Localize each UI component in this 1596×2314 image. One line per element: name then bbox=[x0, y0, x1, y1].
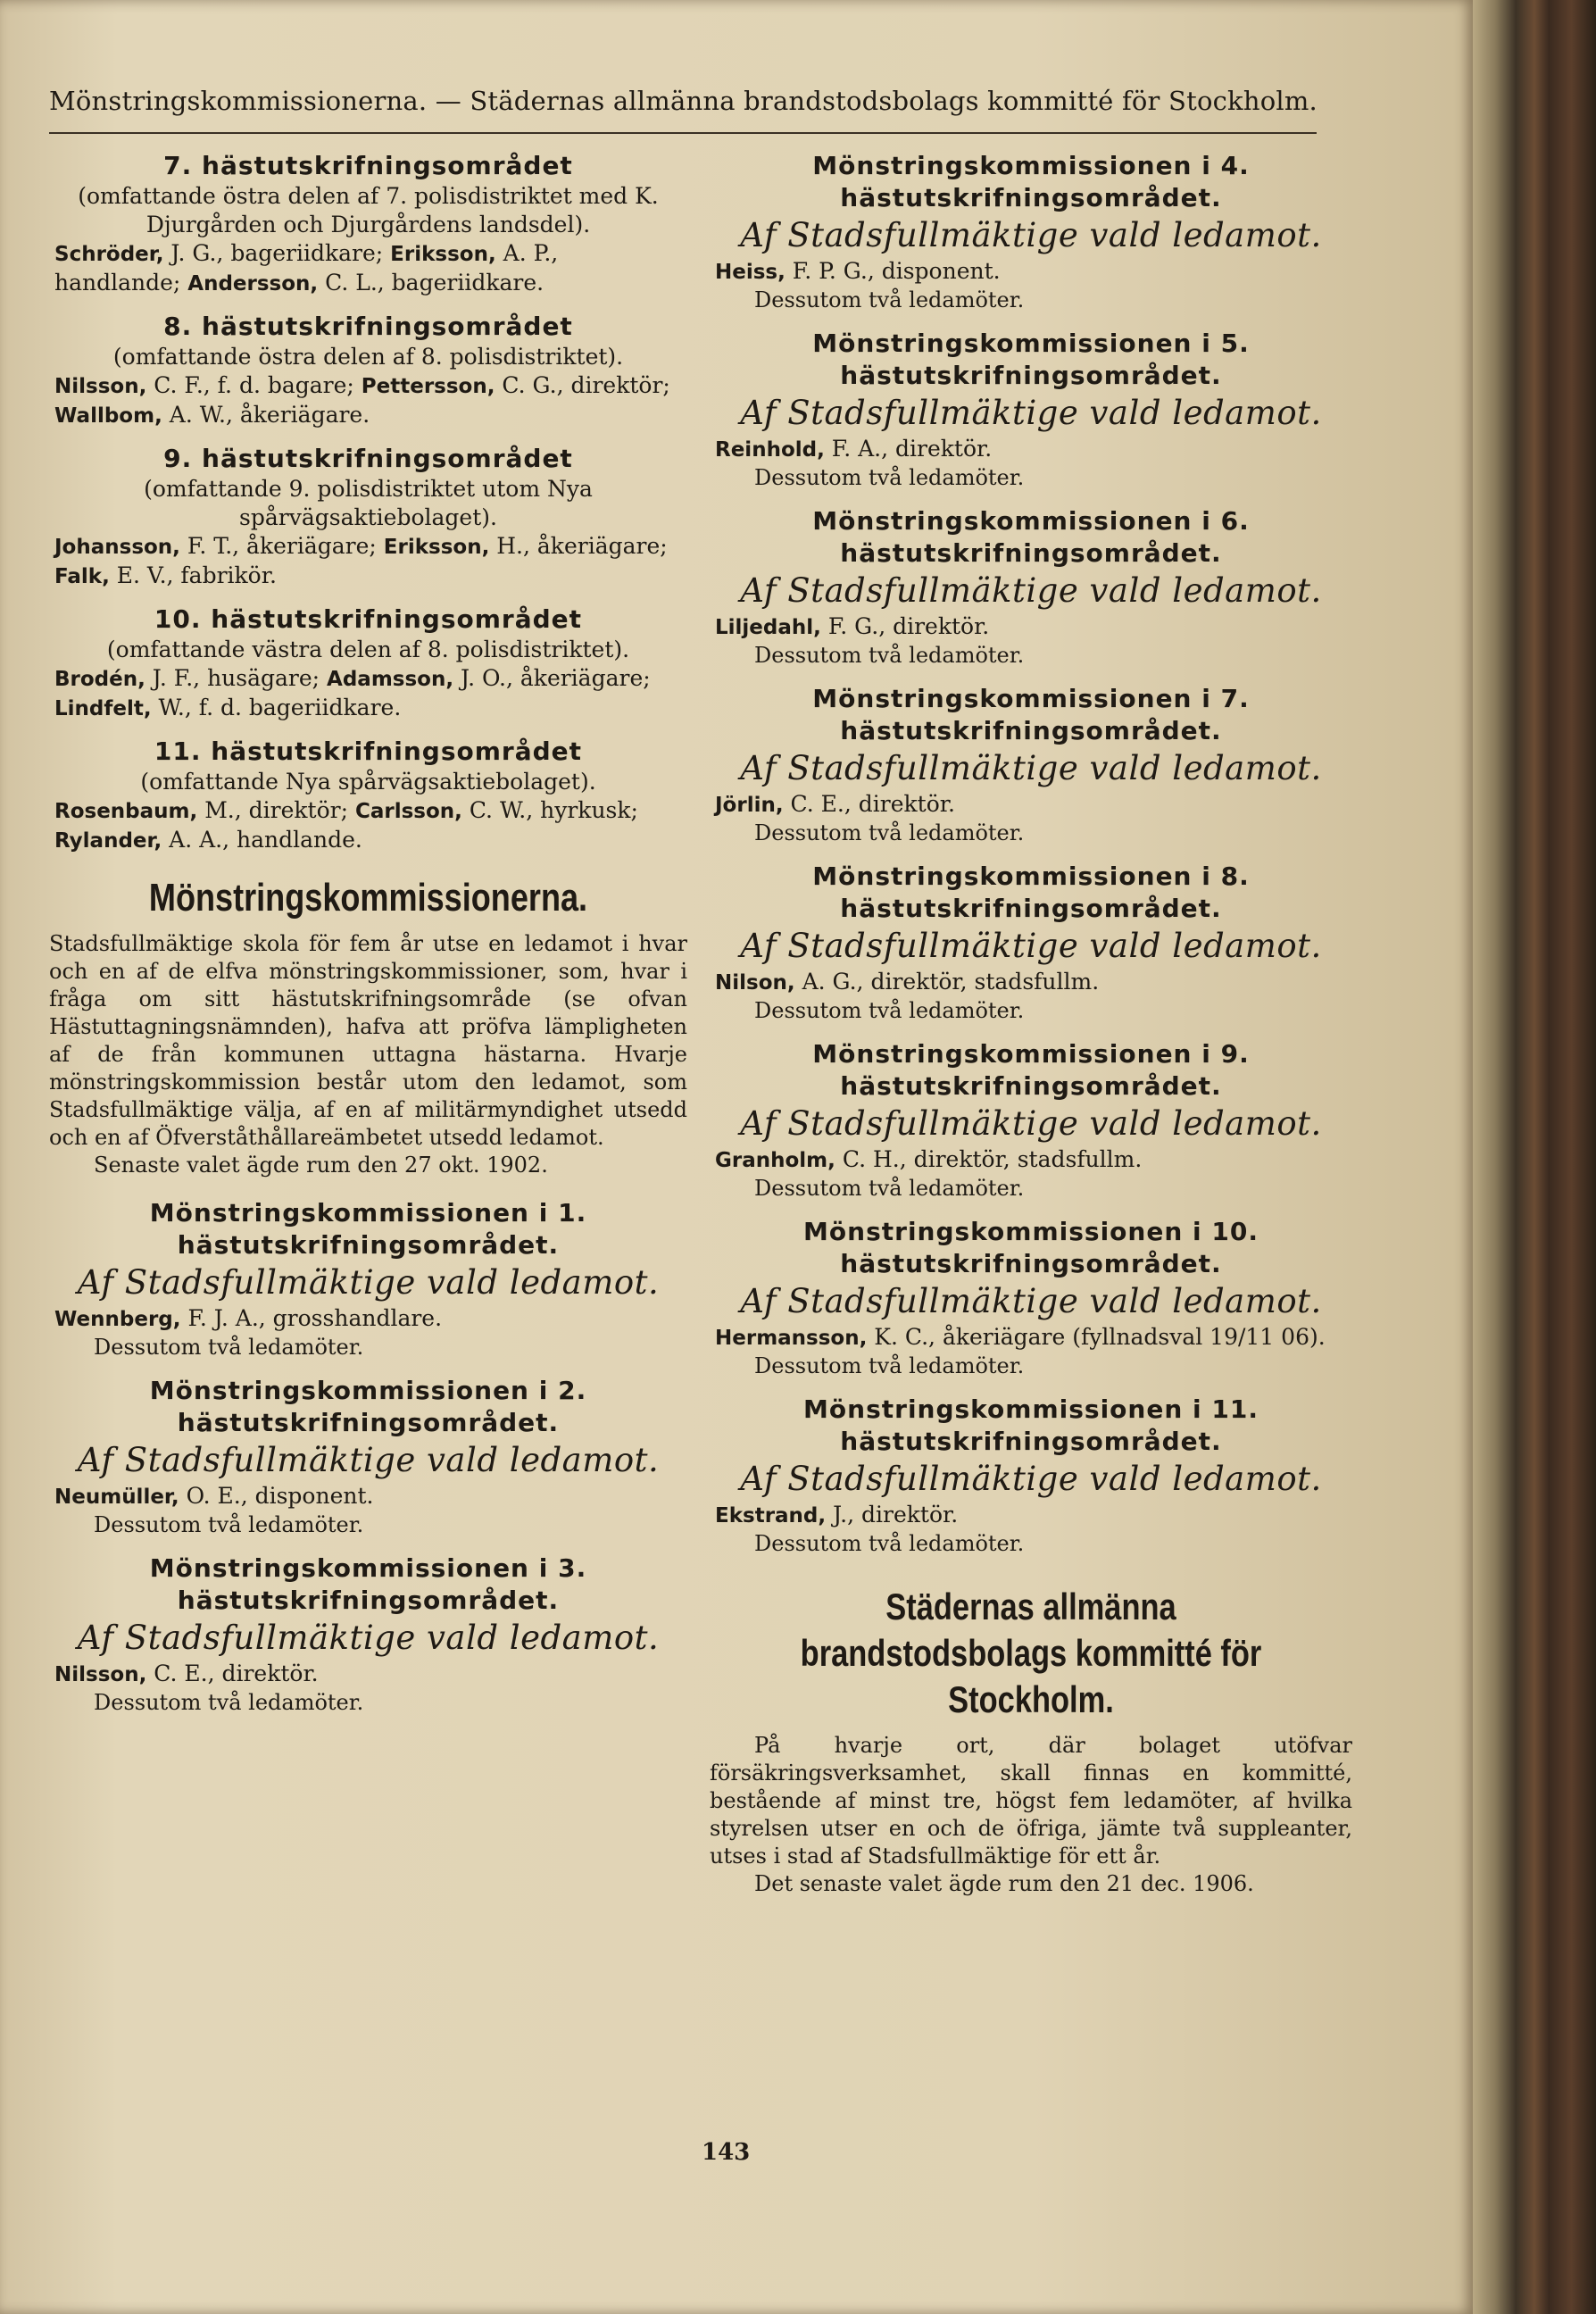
member-details: J. O., åkeriägare; bbox=[453, 665, 651, 691]
district-title: 11. hästutskrifningsområdet bbox=[154, 737, 583, 766]
monstring-last-election: Senaste valet ägde rum den 27 okt. 1902. bbox=[94, 1153, 548, 1178]
elected-label: Af Stadsfullmäktige vald ledamot. bbox=[740, 1282, 1322, 1320]
member-surname: Reinhold, bbox=[715, 438, 825, 462]
commission-member bbox=[710, 968, 1352, 997]
elected-label: Af Stadsfullmäktige vald ledamot. bbox=[77, 1441, 660, 1479]
member-surname: Rylander, bbox=[54, 829, 162, 853]
commission-title: Mönstringskommissionen i 2. hästutskrifningsområdet. bbox=[149, 1376, 587, 1437]
book-spine bbox=[1473, 0, 1596, 2314]
commission-title: Mönstringskommissionen i 1. hästutskrifningsområdet. bbox=[149, 1198, 587, 1260]
header-rule bbox=[49, 132, 1317, 134]
commission-title: Mönstringskommissionen i 8. hästutskrifningsområdet. bbox=[812, 862, 1250, 923]
elected-label: Af Stadsfullmäktige vald ledamot. bbox=[740, 394, 1322, 432]
commission-member bbox=[49, 1660, 687, 1689]
member-details: F. A., direktör. bbox=[824, 436, 993, 462]
member-details: J., direktör. bbox=[826, 1502, 959, 1527]
member-surname: Ekstrand, bbox=[715, 1504, 827, 1527]
commissions-right bbox=[710, 150, 1352, 1557]
member-details: J. F., husägare; bbox=[145, 665, 328, 691]
commission-member bbox=[710, 612, 1352, 642]
additional-members: Dessutom två ledamöter. bbox=[754, 820, 1025, 845]
commission-title: Mönstringskommissionen i 9. hästutskrifningsområdet. bbox=[812, 1039, 1250, 1101]
member-surname: Eriksson, bbox=[390, 243, 496, 266]
commission-title: Mönstringskommissionen i 7. hästutskrifningsområdet. bbox=[812, 684, 1250, 745]
member-details: C. W., hyrkusk; bbox=[461, 797, 638, 823]
commissions-left bbox=[49, 1197, 687, 1716]
member-surname: Nilson, bbox=[715, 971, 795, 995]
commission-member bbox=[710, 435, 1352, 464]
member-details: O. E., disponent. bbox=[179, 1483, 374, 1509]
member-surname: Heiss, bbox=[715, 261, 786, 284]
member-surname: Rosenbaum, bbox=[54, 800, 198, 823]
commission-block bbox=[710, 861, 1352, 1024]
left-column bbox=[49, 150, 687, 1716]
member-surname: Granholm, bbox=[715, 1149, 835, 1172]
elected-label: Af Stadsfullmäktige vald ledamot. bbox=[740, 927, 1322, 965]
page-number: 143 bbox=[702, 2139, 751, 2166]
member-details: C. E., direktör. bbox=[146, 1661, 319, 1686]
district-sections bbox=[49, 150, 687, 855]
commission-block bbox=[710, 328, 1352, 491]
commission-block bbox=[710, 1216, 1352, 1379]
member-details: C. H., direktör, stadsfullm. bbox=[835, 1146, 1143, 1172]
district-title: 8. hästutskrifningsområdet bbox=[163, 312, 573, 341]
member-surname: Carlsson, bbox=[354, 800, 462, 823]
monstring-intro bbox=[49, 930, 687, 1179]
additional-members: Dessutom två ledamöter. bbox=[754, 998, 1025, 1023]
commission-title: Mönstringskommissionen i 4. hästutskrifningsområdet. bbox=[812, 151, 1250, 212]
additional-members: Dessutom två ledamöter. bbox=[94, 1335, 364, 1360]
additional-members: Dessutom två ledamöter. bbox=[94, 1690, 364, 1715]
running-header: Mönstringskommissionerna. — Städernas allmänna brandstodsbolags kommitté för Stockholm. bbox=[49, 86, 1318, 116]
commission-block bbox=[49, 1197, 687, 1361]
commission-member bbox=[710, 790, 1352, 820]
district-members bbox=[49, 239, 687, 298]
district-section bbox=[49, 311, 687, 430]
elected-label: Af Stadsfullmäktige vald ledamot. bbox=[740, 749, 1322, 787]
member-details: H., åkeriägare; bbox=[489, 533, 668, 559]
district-members bbox=[49, 371, 687, 430]
member-surname: Schröder, bbox=[54, 243, 164, 266]
district-section bbox=[49, 603, 687, 723]
member-details: A. G., direktör, stadsfullm. bbox=[794, 969, 1100, 995]
member-surname: Pettersson, bbox=[361, 375, 495, 398]
member-details: M., direktör; bbox=[197, 797, 355, 823]
commission-member bbox=[710, 1501, 1352, 1530]
section-heading-brandstod: Städernas allmänna brandstodsbolags kommitté för Stockholm. bbox=[800, 1586, 1262, 1720]
member-details: E. V., fabrikör. bbox=[109, 562, 277, 588]
elected-label: Af Stadsfullmäktige vald ledamot. bbox=[740, 1104, 1322, 1143]
member-details: A. W., åkeriägare. bbox=[162, 402, 370, 428]
district-members bbox=[49, 664, 687, 723]
monstring-body: Stadsfullmäktige skola för fem år utse en ledamot i hvar och en af de elfva mönstringskommissioner, som, hvar i fråga om sitt hästutskrifningsområde (se ofvan Hästuttagningsnämnden), hafva att pröfva lämpligheten af de från kommunen uttagna hästarna. Hvarje mönstringskommission består utom den ledamot, som Stadsfullmäktige välja, af en af militärmyndighet utsedd och en af Öfverståthållareämbetet utsedd ledamot. bbox=[49, 931, 687, 1150]
member-details: J. G., bageriidkare; bbox=[163, 240, 391, 266]
district-section bbox=[49, 150, 687, 298]
district-subtitle: (omfattande Nya spårvägsaktiebolaget). bbox=[140, 769, 596, 795]
member-surname: Jörlin, bbox=[715, 794, 784, 817]
commission-member bbox=[49, 1304, 687, 1334]
section-heading-monstring: Mönstringskommissionerna. bbox=[148, 876, 588, 920]
member-surname: Nilsson, bbox=[54, 375, 147, 398]
additional-members: Dessutom två ledamöter. bbox=[754, 287, 1025, 312]
elected-label: Af Stadsfullmäktige vald ledamot. bbox=[77, 1619, 660, 1657]
member-surname: Andersson, bbox=[187, 272, 319, 295]
member-surname: Liljedahl, bbox=[715, 616, 821, 639]
brandstod-body: På hvarje ort, där bolaget utöfvar försäkringsverksamhet, skall finnas en kommitté, bestående af minst tre, högst fem ledamöter, af hvilka styrelsen utser en och de öfriga, jämte två suppleanter, utses i stad af Stadsfullmäktige för ett år. bbox=[710, 1733, 1352, 1869]
member-details: C. L., bageriidkare. bbox=[318, 270, 544, 295]
commission-block bbox=[710, 1038, 1352, 1202]
member-surname: Wennberg, bbox=[54, 1308, 181, 1331]
member-surname: Falk, bbox=[54, 565, 110, 588]
member-details: F. G., direktör. bbox=[820, 613, 990, 639]
brandstod-last-election: Det senaste valet ägde rum den 21 dec. 1906. bbox=[754, 1871, 1254, 1896]
member-details: F. P. G., disponent. bbox=[785, 258, 1001, 284]
commission-title: Mönstringskommissionen i 10. hästutskrifningsområdet. bbox=[803, 1217, 1259, 1278]
district-members bbox=[49, 532, 687, 591]
district-subtitle: (omfattande 9. polisdistriktet utom Nya spårvägsaktiebolaget). bbox=[144, 476, 593, 530]
commission-title: Mönstringskommissionen i 5. hästutskrifningsområdet. bbox=[812, 329, 1250, 390]
elected-label: Af Stadsfullmäktige vald ledamot. bbox=[740, 571, 1322, 610]
additional-members: Dessutom två ledamöter. bbox=[754, 1531, 1025, 1556]
district-subtitle: (omfattande östra delen af 7. polisdistriktet med K. Djurgården och Djurgårdens landsdel). bbox=[78, 183, 659, 237]
elected-label: Af Stadsfullmäktige vald ledamot. bbox=[740, 216, 1322, 254]
district-subtitle: (omfattande västra delen af 8. polisdistriktet). bbox=[106, 637, 630, 662]
commission-title: Mönstringskommissionen i 11. hästutskrifningsområdet. bbox=[803, 1394, 1259, 1456]
commission-block bbox=[710, 1394, 1352, 1557]
additional-members: Dessutom två ledamöter. bbox=[754, 1353, 1025, 1378]
district-subtitle: (omfattande östra delen af 8. polisdistriktet). bbox=[112, 344, 624, 370]
member-details: A. A., handlande. bbox=[162, 827, 362, 853]
member-surname: Eriksson, bbox=[383, 536, 490, 559]
elected-label: Af Stadsfullmäktige vald ledamot. bbox=[740, 1460, 1322, 1498]
right-column bbox=[710, 150, 1352, 1898]
member-surname: Brodén, bbox=[54, 668, 145, 691]
commission-block bbox=[49, 1375, 687, 1538]
member-details: C. F., f. d. bagare; bbox=[146, 372, 362, 398]
member-details: W., f. d. bageriidkare. bbox=[151, 695, 402, 720]
commission-block bbox=[710, 683, 1352, 846]
member-details: C. G., direktör; bbox=[495, 372, 670, 398]
member-surname: Nilsson, bbox=[54, 1663, 147, 1686]
additional-members: Dessutom två ledamöter. bbox=[754, 643, 1025, 668]
district-section bbox=[49, 443, 687, 591]
commission-block bbox=[49, 1552, 687, 1716]
district-title: 9. hästutskrifningsområdet bbox=[163, 444, 573, 473]
member-details: C. E., direktör. bbox=[783, 791, 955, 817]
commission-member bbox=[710, 1323, 1352, 1353]
district-title: 7. hästutskrifningsområdet bbox=[163, 151, 573, 180]
member-surname: Wallbom, bbox=[54, 404, 162, 428]
commission-member bbox=[710, 1145, 1352, 1175]
commission-title: Mönstringskommissionen i 3. hästutskrifningsområdet. bbox=[149, 1553, 587, 1615]
commission-block bbox=[710, 505, 1352, 669]
member-surname: Lindfelt, bbox=[54, 697, 152, 720]
commission-block bbox=[710, 150, 1352, 313]
member-details: F. J. A., grosshandlare. bbox=[180, 1305, 443, 1331]
commission-member bbox=[49, 1482, 687, 1511]
member-details: A. P., handlande; bbox=[54, 240, 559, 295]
elected-label: Af Stadsfullmäktige vald ledamot. bbox=[77, 1263, 660, 1302]
commission-member bbox=[710, 257, 1352, 287]
additional-members: Dessutom två ledamöter. bbox=[754, 1176, 1025, 1201]
member-details: F. T., åkeriägare; bbox=[179, 533, 384, 559]
commission-title: Mönstringskommissionen i 6. hästutskrifningsområdet. bbox=[812, 506, 1250, 568]
brandstod-text bbox=[710, 1732, 1352, 1898]
member-surname: Hermansson, bbox=[715, 1327, 868, 1350]
district-section bbox=[49, 736, 687, 855]
additional-members: Dessutom två ledamöter. bbox=[94, 1512, 364, 1537]
member-surname: Neumüller, bbox=[54, 1486, 179, 1509]
member-surname: Adamsson, bbox=[327, 668, 454, 691]
member-surname: Johansson, bbox=[54, 536, 180, 559]
district-members bbox=[49, 796, 687, 855]
district-title: 10. hästutskrifningsområdet bbox=[154, 604, 583, 634]
member-details: K. C., åkeriägare (fyllnadsval 19/11 06). bbox=[867, 1324, 1326, 1350]
additional-members: Dessutom två ledamöter. bbox=[754, 465, 1025, 490]
